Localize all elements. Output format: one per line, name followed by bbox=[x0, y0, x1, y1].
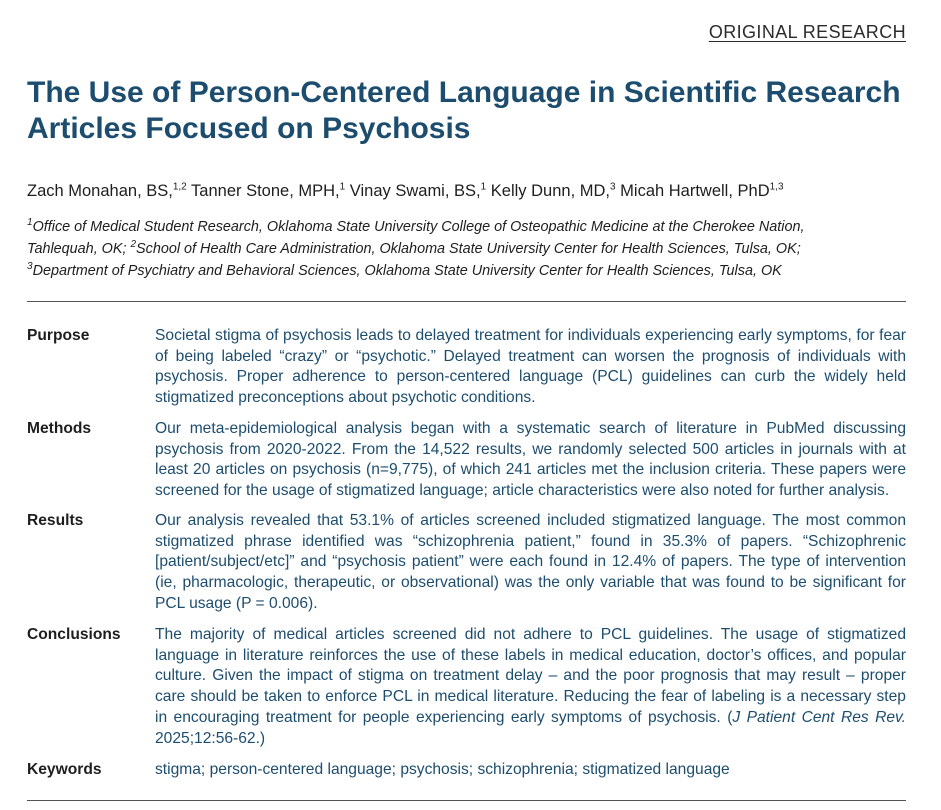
author-name: Zach Monahan, BS, bbox=[27, 182, 173, 200]
affiliation-marker: 3 bbox=[27, 261, 33, 273]
affiliation-line bbox=[27, 238, 906, 260]
citation-open: ( bbox=[727, 708, 733, 726]
author-name: Vinay Swami, BS, bbox=[349, 182, 481, 200]
citation-details: 2025;12:56-62.) bbox=[155, 729, 266, 747]
affiliation-line bbox=[27, 260, 906, 282]
article-page bbox=[27, 0, 906, 810]
affiliations bbox=[27, 216, 906, 282]
affiliation-text: School of Health Care Administration, Oklahoma State University Center for Health Sciences, Tulsa, OK; bbox=[136, 241, 801, 257]
abstract-text: Our analysis revealed that 53.1% of articles screened included stigmatized language. The most common stigmatized phrase identified was “schizophrenia patient,” found in 35.3% of papers. “Schizophrenic [patient/subject/etc]” and “psychosis patient” were each found in 12.4% of papers. The type of intervention (ie, pharmacologic, therapeutic, or observational) was the only variable that was found to be significant for PCL usage (P = 0.006). bbox=[155, 512, 906, 612]
affiliation-marker: 2 bbox=[130, 239, 137, 251]
abstract-top-divider bbox=[27, 301, 906, 302]
abstract-text bbox=[155, 625, 906, 749]
abstract-bottom-divider bbox=[27, 800, 906, 801]
article-title: The Use of Person-Centered Language in Scientific Research Articles Focused on Psychosis bbox=[27, 76, 901, 145]
citation-journal: J Patient Cent Res Rev. bbox=[732, 708, 907, 726]
affiliation-marker: 1 bbox=[27, 217, 33, 229]
affiliation-text: Office of Medical Student Research, Oklahoma State University College of Osteopathic Medicine at the Cherokee Nation, bbox=[32, 219, 805, 235]
affiliation-line bbox=[27, 216, 906, 238]
abstract-label: Results bbox=[27, 512, 84, 529]
author-name: Micah Hartwell, PhD bbox=[620, 182, 770, 200]
affiliation-text: Department of Psychiatry and Behavioral Sciences, Oklahoma State University Center for Health Sciences, Tulsa, OK bbox=[32, 263, 782, 279]
author-affiliation-marker: 3 bbox=[610, 181, 616, 193]
affiliation-text: Tahlequah, OK; bbox=[27, 241, 131, 257]
abstract-text: stigma; person-centered language; psychosis; schizophrenia; stigmatized language bbox=[155, 761, 730, 778]
author-affiliation-marker: 1,2 bbox=[172, 181, 187, 193]
author-affiliation-marker: 1 bbox=[480, 181, 487, 193]
author-name: Kelly Dunn, MD, bbox=[490, 182, 610, 200]
section-tag: ORIGINAL RESEARCH bbox=[708, 22, 906, 42]
abstract-text: Our meta-epidemiological analysis began with a systematic search of literature in PubMed discussing psychosis from 2020-2022. From the 14,522 results, we randomly selected 500 articles in journals with at least 20 articles on psychosis (n=9,775), of which 241 articles met the inclusion criteria. These papers were screened for the usage of stigmatized language; article characteristics were also noted for further analysis. bbox=[155, 420, 906, 500]
abstract-label: Conclusions bbox=[27, 626, 121, 643]
abstract-label: Methods bbox=[27, 420, 92, 437]
author-affiliation-marker: 1,3 bbox=[769, 181, 784, 193]
abstract-label: Keywords bbox=[27, 761, 102, 778]
abstract-label: Purpose bbox=[27, 327, 90, 344]
abstract-text: Societal stigma of psychosis leads to delayed treatment for individuals experiencing early symptoms, for fear of being labeled “crazy” or “psychotic.” Delayed treatment can worsen the prognosis of individuals with psychosis. Proper adherence to person-centered language (PCL) guidelines can curb the widely held stigmatized preconceptions about psychotic conditions. bbox=[155, 327, 906, 407]
author-list bbox=[27, 180, 906, 202]
author-name: Tanner Stone, MPH, bbox=[191, 182, 340, 200]
author-affiliation-marker: 1 bbox=[339, 181, 346, 193]
conclusions-text: The majority of medical articles screened did not adhere to PCL guidelines. The usage of stigmatized language in literature reinforces the use of these labels in medical education, doctor’s offices, and popular culture. Given the impact of stigma on treatment delay – and the poor prognosis that may result – proper care should be taken to enforce PCL in medical literature. Reducing the fear of labeling is a necessary step in encouraging treatment for people experiencing early symptoms of psychosis. bbox=[155, 626, 906, 726]
